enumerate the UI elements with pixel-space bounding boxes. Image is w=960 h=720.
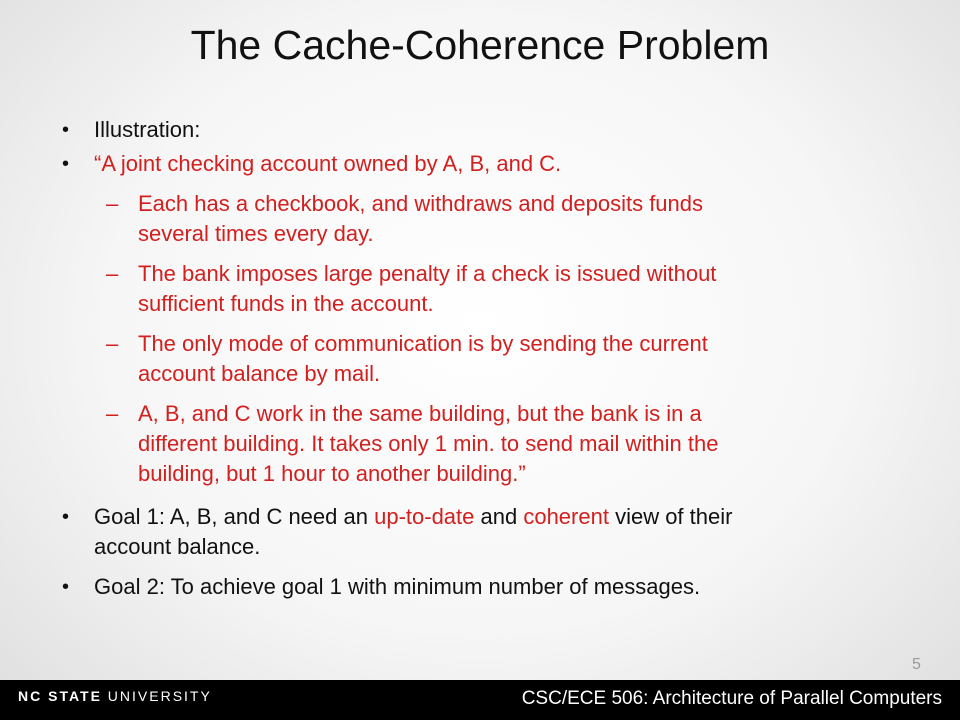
goal-1-text: Goal 1: A, B, and C need an [94,504,375,529]
course-title: CSC/ECE 506: Architecture of Parallel Computers [521,688,942,709]
sub-bullet-penalty-line2: sufficient funds in the account. [138,291,434,316]
dash-symbol: – [106,401,119,426]
bullet-goal-1-line2: account balance. [94,534,261,559]
sub-bullet-communication-line1: The only mode of communication is by sending the current [138,331,708,356]
goal-1-highlight-up-to-date: up-to-date [374,504,475,529]
bullet-symbol: • [62,506,70,528]
sub-bullet-building-line2: different building. It takes only 1 min. to send mail within the [138,431,719,456]
footer-bar [0,680,960,720]
dash-symbol: – [106,191,119,216]
goal-1-text: view of their [608,504,733,529]
bullet-illustration: Illustration: [94,117,201,142]
goal-1-text: and [474,504,524,529]
sub-bullet-checkbook-line1: Each has a checkbook, and withdraws and deposits funds [138,191,704,216]
dash-symbol: – [106,261,119,286]
sub-bullet-building-line1: A, B, and C work in the same building, but the bank is in a [138,401,702,426]
sub-bullet-penalty-line1: The bank imposes large penalty if a check is issued without [138,261,717,286]
bullet-goal-1-line1 [94,502,732,532]
bullet-goal-2: Goal 2: To achieve goal 1 with minimum number of messages. [94,574,701,599]
university-logo: NC STATE UNIVERSITY [18,688,212,704]
bullet-symbol: • [62,119,70,141]
bullet-symbol: • [62,153,70,175]
bullet-joint-account: “A joint checking account owned by A, B, and C. [94,151,562,176]
sub-bullet-checkbook-line2: several times every day. [138,221,374,246]
page-number: 5 [912,656,921,673]
sub-bullet-communication-line2: account balance by mail. [138,361,381,386]
bullet-symbol: • [62,576,70,598]
dash-symbol: – [106,331,119,356]
slide-title: The Cache-Coherence Problem [190,22,770,68]
goal-1-highlight-coherent: coherent [523,504,609,529]
sub-bullet-building-line3: building, but 1 hour to another building.” [138,461,526,486]
